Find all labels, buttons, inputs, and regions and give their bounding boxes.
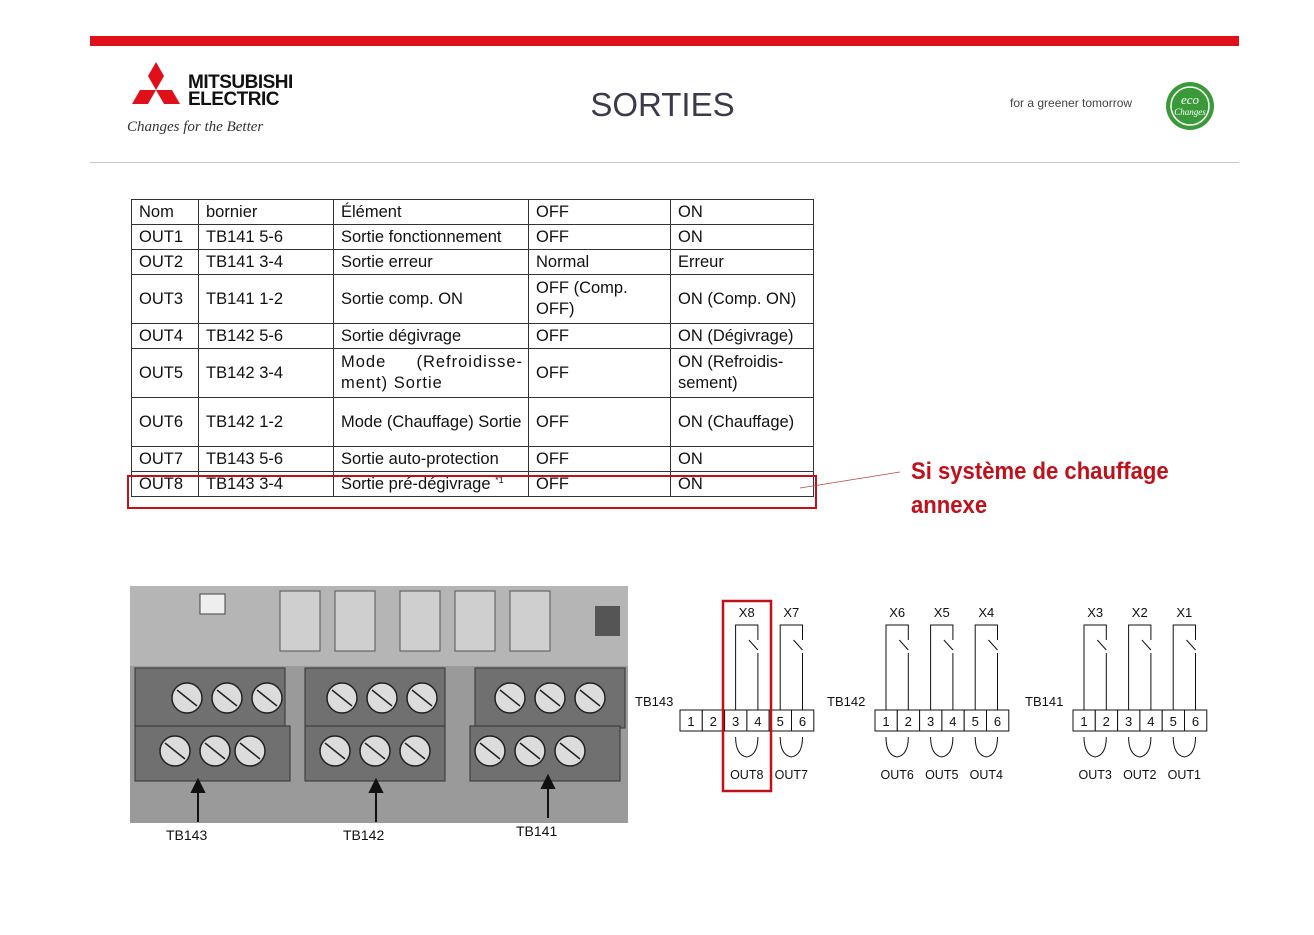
annex-heating-note: Si système de chauffage annexe (911, 458, 1169, 519)
output-label: OUT2 (1123, 768, 1157, 782)
relay-switch (1187, 640, 1196, 650)
table-cell: ON (Chauffage) (671, 398, 814, 447)
terminal-number: 5 (776, 714, 784, 729)
output-label: OUT8 (730, 768, 764, 782)
terminal-number: 4 (754, 714, 762, 729)
table-cell: ON (Comp. ON) (671, 275, 814, 324)
table-cell: ON (671, 225, 814, 250)
table-row (132, 349, 814, 398)
svg-text:Changes: Changes (1174, 107, 1206, 117)
output-label: OUT1 (1167, 768, 1202, 782)
relay-wire (1129, 625, 1151, 710)
header-red-bar (90, 36, 1239, 46)
table-cell: Erreur (671, 250, 814, 275)
terminal-number: 3 (731, 714, 740, 729)
output-brace (931, 737, 953, 757)
terminal-block-label: TB142 (827, 694, 866, 709)
table-cell: ON (671, 472, 814, 497)
table-cell: OFF (529, 472, 671, 497)
relay-wire (1173, 625, 1195, 710)
terminal-number: 5 (1169, 714, 1177, 729)
terminal-number: 1 (1080, 714, 1088, 729)
relay-wire (1084, 625, 1106, 710)
brand-tagline: Changes for the Better (127, 119, 264, 135)
relay-switch (749, 640, 758, 650)
table-cell: TB143 5-6 (199, 447, 334, 472)
svg-text:eco: eco (1180, 92, 1200, 107)
table-cell: TB143 3-4 (199, 472, 334, 497)
table-cell: OUT5 (132, 349, 199, 398)
relay-switch (1097, 640, 1106, 650)
terminal-number: 4 (1147, 714, 1155, 729)
table-row (132, 324, 814, 349)
output-brace (886, 737, 908, 757)
terminal-wiring-diagram (630, 595, 1230, 795)
column-header: Nom (132, 200, 199, 225)
relay-switch (794, 640, 803, 650)
terminal-number: 2 (709, 714, 717, 729)
table-cell: OUT6 (132, 398, 199, 447)
table-cell: Mode (Refroidisse-ment) Sortie (334, 349, 529, 398)
eco-changes-logo (1164, 80, 1216, 132)
table-cell: OFF (529, 398, 671, 447)
relay-wire (780, 625, 802, 710)
table-cell: Sortie erreur (334, 250, 529, 275)
out8-diagram-highlight (723, 601, 771, 791)
table-cell: TB141 1-2 (199, 275, 334, 324)
output-brace (975, 737, 997, 757)
output-label: OUT4 (969, 768, 1004, 782)
relay-label: X6 (889, 605, 906, 620)
relay-switch (1142, 640, 1151, 650)
relay-wire (736, 625, 758, 710)
photo-label-tb141: TB141 (516, 823, 558, 839)
table-cell: Mode (Chauffage) Sortie (334, 398, 529, 447)
table-cell: Sortie comp. ON (334, 275, 529, 324)
out8-highlight-box (127, 475, 817, 509)
terminal-number: 3 (1124, 714, 1133, 729)
table-cell: Sortie pré-dégivrage $^{*1}$ (334, 472, 529, 497)
terminal-number: 3 (926, 714, 935, 729)
table-cell: OUT8 (132, 472, 199, 497)
terminal-number: 2 (904, 714, 912, 729)
terminal-number: 4 (949, 714, 957, 729)
footnote-mark: *1 (495, 474, 504, 485)
brand-name: MITSUBISHI ELECTRIC (188, 72, 293, 110)
table-cell: OUT1 (132, 225, 199, 250)
table-cell: OFF (529, 324, 671, 349)
table-cell: TB142 5-6 (199, 324, 334, 349)
column-header: Élément (334, 200, 529, 225)
terminal-number: 2 (1102, 714, 1110, 729)
table-cell: OUT3 (132, 275, 199, 324)
relay-label: X2 (1131, 605, 1148, 620)
relay-switch (944, 640, 953, 650)
table-cell: TB142 1-2 (199, 398, 334, 447)
output-label: OUT3 (1078, 768, 1112, 782)
table-cell: OUT4 (132, 324, 199, 349)
photo-label-tb142: TB142 (343, 827, 385, 843)
terminal-block-label: TB141 (1025, 694, 1064, 709)
table-cell: Sortie dégivrage (334, 324, 529, 349)
table-cell: ON (Dégivrage) (671, 324, 814, 349)
output-label: OUT7 (774, 768, 809, 782)
output-brace (780, 737, 802, 757)
relay-wire (886, 625, 908, 710)
column-header: ON (671, 200, 814, 225)
page-title: SORTIES (590, 86, 735, 123)
photo-label-tb143: TB143 (166, 827, 208, 843)
table-cell: OFF (529, 225, 671, 250)
output-label: OUT6 (880, 768, 914, 782)
terminal-board-photo (130, 586, 628, 823)
relay-wire (975, 625, 997, 710)
table-cell: ON (671, 447, 814, 472)
table-cell: TB141 5-6 (199, 225, 334, 250)
table-row (132, 225, 814, 250)
terminal-number: 6 (798, 714, 807, 729)
output-brace (736, 737, 758, 757)
terminal-number: 1 (882, 714, 890, 729)
table-row (132, 250, 814, 275)
relay-label: X5 (933, 605, 950, 620)
table-cell: Sortie auto-protection (334, 447, 529, 472)
column-header: OFF (529, 200, 671, 225)
output-label: OUT5 (925, 768, 959, 782)
table-cell: Normal (529, 250, 671, 275)
relay-wire (931, 625, 953, 710)
table-row (132, 447, 814, 472)
relay-switch (899, 640, 908, 650)
table-cell: OFF (529, 349, 671, 398)
relay-switch (989, 640, 998, 650)
terminal-number: 6 (993, 714, 1002, 729)
table-cell: OFF (Comp. OFF) (529, 275, 671, 324)
column-header: bornier (199, 200, 334, 225)
terminal-number: 1 (687, 714, 695, 729)
table-cell: OFF (529, 447, 671, 472)
terminal-number: 5 (971, 714, 979, 729)
output-brace (1084, 737, 1106, 757)
table-row (132, 275, 814, 324)
slogan: for a greener tomorrow (1010, 96, 1133, 110)
table-header-row (132, 200, 814, 225)
table-cell: OUT2 (132, 250, 199, 275)
outputs-table (131, 199, 814, 497)
table-cell: OUT7 (132, 447, 199, 472)
terminal-block-label: TB143 (635, 694, 674, 709)
header-divider (90, 162, 1239, 163)
relay-label: X8 (738, 605, 755, 620)
table-cell: TB142 3-4 (199, 349, 334, 398)
relay-label: X3 (1087, 605, 1104, 620)
relay-label: X7 (783, 605, 800, 620)
table-cell: Sortie fonctionnement (334, 225, 529, 250)
table-row (132, 398, 814, 447)
table-cell: ON (Refroidis-sement) (671, 349, 814, 398)
terminal-number: 6 (1191, 714, 1200, 729)
table-cell: TB141 3-4 (199, 250, 334, 275)
relay-label: X4 (978, 605, 995, 620)
output-brace (1173, 737, 1195, 757)
output-brace (1129, 737, 1151, 757)
relay-label: X1 (1176, 605, 1193, 620)
